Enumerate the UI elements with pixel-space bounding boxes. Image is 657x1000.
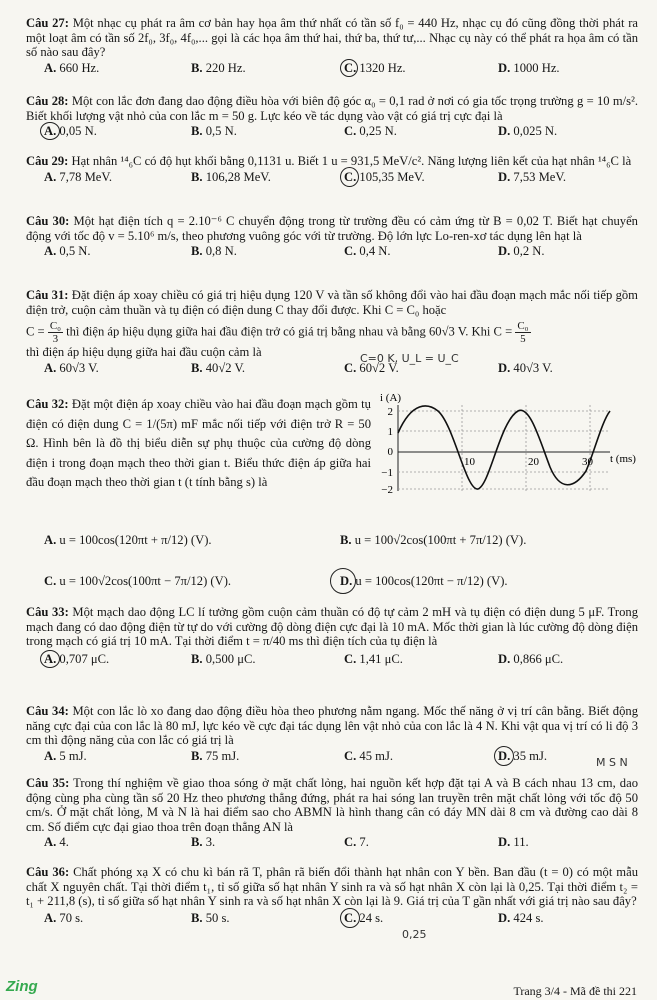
option-c[interactable]: C. 45 mJ. bbox=[344, 748, 393, 763]
question-text: Một con lắc lò xo đang dao động điều hòa theo phương nằm ngang. Mốc thế năng ở vị trí cân bằng. Biết động năng cực đại của con lắc là 80 mJ, lực kéo về cực đại tác dụng lên vật nhỏ của con lắc là 4 N. Khi vật qua vị trí có li độ 3 cm thì động năng của con lắc có giá trị là bbox=[26, 704, 638, 748]
option-c[interactable]: C. 0,4 N. bbox=[344, 244, 391, 259]
y-axis-label: i (A) bbox=[380, 392, 402, 404]
handwritten-note: C=0 K, U_L = U_C bbox=[360, 352, 459, 365]
question-number: Câu 31: bbox=[26, 288, 69, 302]
question-text: Chất phóng xạ X có chu kì bán rã T, phân rã biến đổi thành hạt nhân con Y bền. Ban đầu (t = 0) có một mẫu chất X nguyên chất. Tại thời điểm t₁, tỉ số giữa số hạt nhân Y sinh ra và số hạt nhân X còn lại là 0,25. Tại thời điểm t₂ = t₁ + 211,8 (s), tỉ số giữa số hạt nhân Y sinh ra và số hạt nhân X còn lại là 9. Giá trị của T gần nhất với giá trị nào sau đây? bbox=[26, 865, 638, 909]
question-31 bbox=[26, 288, 638, 376]
option-d[interactable]: D. 0,025 N. bbox=[498, 124, 558, 139]
options bbox=[26, 911, 638, 926]
answer-circle-mark bbox=[40, 650, 60, 668]
question-number: Câu 30: bbox=[26, 214, 70, 228]
question-33 bbox=[26, 605, 638, 667]
option-b[interactable]: B. 220 Hz. bbox=[191, 60, 246, 75]
option-d[interactable]: D. 0,2 N. bbox=[498, 244, 545, 259]
page-footer: Trang 3/4 - Mã đề thi 221 bbox=[513, 984, 637, 998]
question-number: Câu 36: bbox=[26, 865, 70, 879]
current-curve bbox=[398, 406, 610, 489]
handwritten-note: 0,25 bbox=[402, 928, 427, 941]
x-tick: 30 bbox=[582, 456, 593, 468]
question-text: Đặt một điện áp xoay chiều vào hai đầu đoạn mạch gồm tụ điện có điện dung C = 1/(5π) mF mắc nối tiếp với điện trở R = 50 Ω. Hình bên là đồ thị biểu diễn sự phụ thuộc của cường độ dòng điện i trong đoạn mạch theo thời gian t. Biểu thức điện áp giữa hai đầu đoạn mạch theo thời gian t (t tính bằng s) là bbox=[26, 397, 371, 489]
question-text: Một mạch dao động LC lí tưởng gồm cuộn cảm thuần có độ tự cảm 2 mH và tụ điện có điện dung 5 μF. Trong mạch đang có dao động điện từ tự do với cường độ dòng điện cực đại là 10 mA. Mốc thời gian là lúc cường độ dòng điện trong mạch có giá trị 10 mA. Tại thời điểm t = π/40 ms thì điện tích của tụ điện là bbox=[26, 605, 638, 649]
question-text: Một con lắc đơn đang dao động điều hòa với biên độ góc α₀ = 0,1 rad ở nơi có gia tốc trọng trường g = 10 m/s². Biết khối lượng vật nhỏ của con lắc m = 50 g. Lực kéo về tác dụng vào vật có giá trị cực đại là bbox=[26, 94, 638, 123]
options bbox=[26, 361, 638, 376]
question-30 bbox=[26, 214, 638, 259]
y-tick: 1 bbox=[387, 426, 393, 438]
option-a[interactable]: A. 4. bbox=[44, 835, 69, 850]
answer-circle-mark bbox=[494, 746, 514, 766]
option-d[interactable]: D. 11. bbox=[498, 835, 529, 850]
options bbox=[26, 835, 638, 850]
x-tick: 20 bbox=[528, 456, 539, 468]
option-c[interactable]: C. 105,35 MeV. bbox=[344, 169, 425, 184]
y-tick: −2 bbox=[381, 484, 393, 496]
y-tick: 2 bbox=[387, 406, 393, 418]
fraction: $\frac{\text{C₀}}{3}$ bbox=[49, 320, 61, 346]
question-36 bbox=[26, 865, 638, 926]
options bbox=[26, 170, 638, 185]
option-a[interactable]: A. 660 Hz. bbox=[44, 60, 100, 75]
option-b[interactable]: B. 50 s. bbox=[191, 910, 230, 925]
question-text: Một nhạc cụ phát ra âm cơ bản hay họa âm thứ nhất có tần số f₀ = 440 Hz, nhạc cụ đó cũng đồng thời phát ra một loạt âm có tần số 2f₀, 3f₀, 4f₀,... gọi là các họa âm thứ hai, thứ ba, thứ tư,... Nhạc cụ này có thể phát ra họa âm có tần số nào sau đây? bbox=[26, 16, 638, 60]
option-a[interactable]: A. 60√3 V. bbox=[44, 360, 99, 375]
question-number: Câu 35: bbox=[26, 776, 70, 790]
current-time-graph bbox=[378, 391, 640, 499]
option-c[interactable]: C. 1320 Hz. bbox=[344, 60, 406, 75]
question-text: thì điện áp hiệu dụng giữa hai đầu cuộn cảm là bbox=[26, 345, 262, 360]
option-b[interactable]: B. 75 mJ. bbox=[191, 748, 240, 763]
answer-circle-mark bbox=[340, 167, 359, 187]
option-a[interactable]: A. 0,707 μC. bbox=[44, 651, 110, 666]
question-number: Câu 28: bbox=[26, 94, 69, 108]
options bbox=[26, 749, 638, 764]
question-number: Câu 33: bbox=[26, 605, 69, 619]
option-b[interactable]: B. 0,5 N. bbox=[191, 124, 237, 139]
answer-circle-mark bbox=[340, 908, 360, 928]
zing-logo: Zing bbox=[6, 978, 38, 995]
option-a[interactable]: A. 7,78 MeV. bbox=[44, 169, 113, 184]
option-a[interactable]: A. 0,05 N. bbox=[44, 124, 97, 139]
question-34 bbox=[26, 704, 638, 764]
option-d[interactable]: D. 1000 Hz. bbox=[498, 60, 560, 75]
option-b[interactable]: B. 0,500 μC. bbox=[191, 651, 256, 666]
question-29 bbox=[26, 154, 638, 185]
x-axis-label: t (ms) bbox=[610, 453, 636, 465]
option-c[interactable]: C. u = 100√2cos(100πt − 7π/12) (V). bbox=[44, 574, 232, 588]
x-ticks bbox=[464, 456, 594, 468]
question-text-line: C = $\frac{\text{C₀}}{3}$ thì điện áp hiệu dụng giữa hai đầu điện trở có giá trị bằng nhau và bằng 60√3 V. Khi C = $\frac{\text{C₀}}{5}$ bbox=[26, 320, 529, 346]
option-c[interactable]: C. 0,25 N. bbox=[344, 124, 397, 139]
option-d[interactable]: D. 35 mJ. bbox=[498, 748, 547, 763]
question-32 bbox=[26, 395, 371, 493]
question-number: Câu 34: bbox=[26, 704, 69, 718]
answer-circle-mark bbox=[330, 568, 356, 594]
option-d[interactable]: D. 7,53 MeV. bbox=[498, 169, 567, 184]
question-text: Hạt nhân ¹⁴₆C có độ hụt khối bằng 0,1131 u. Biết 1 u = 931,5 MeV/c². Năng lượng liên kết của hạt nhân ¹⁴₆C là bbox=[71, 154, 632, 168]
option-c[interactable]: C. 24 s. bbox=[344, 910, 384, 925]
x-tick: 10 bbox=[464, 456, 475, 468]
handwritten-note: M S N bbox=[596, 756, 628, 769]
question-text: Trong thí nghiệm về giao thoa sóng ở mặt chất lỏng, hai nguồn kết hợp đặt tại A và B cách nhau 13 cm, dao động cùng pha cùng tần số 20 Hz theo phương thẳng đứng, phát ra hai sóng lan truyền trên mặt chất lỏng với tốc độ 50 cm/s. Ở mặt chất lỏng, M và N là hai điểm sao cho ABMN là hình thang cân có đáy MN dài 8 cm và đường cao dài 8 cm. Số điểm cực đại giao thoa trên đoạn thẳng AN là bbox=[26, 776, 638, 834]
options bbox=[26, 244, 638, 259]
y-tick: −1 bbox=[381, 467, 393, 479]
option-d[interactable]: D. 40√3 V. bbox=[498, 360, 553, 375]
question-number: Câu 29: bbox=[26, 154, 69, 168]
question-28 bbox=[26, 94, 638, 139]
answer-circle-mark bbox=[340, 59, 358, 77]
options bbox=[26, 652, 638, 667]
option-a[interactable]: A. 70 s. bbox=[44, 910, 84, 925]
options bbox=[26, 124, 638, 139]
option-b[interactable]: B. 40√2 V. bbox=[191, 360, 246, 375]
grid-lines bbox=[398, 405, 610, 491]
option-c[interactable]: C. 1,41 μC. bbox=[344, 651, 403, 666]
question-number: Câu 27: bbox=[26, 16, 69, 30]
question-text: Một hạt điện tích q = 2.10⁻⁶ C chuyển động trong từ trường đều có cảm ứng từ B = 0,02 T. Biết hạt chuyển động với tốc độ v = 5.10⁶ m/s, theo phương vuông góc với từ trường. Độ lớn lực Lo-ren-xơ tác dụng lên hạt là bbox=[26, 214, 638, 243]
option-b[interactable]: B. 0,8 N. bbox=[191, 244, 237, 259]
option-b[interactable]: B. 106,28 MeV. bbox=[191, 169, 271, 184]
option-a[interactable]: A. 0,5 N. bbox=[44, 244, 91, 259]
option-c[interactable]: C. 7. bbox=[344, 835, 369, 850]
option-d[interactable]: D. u = 100cos(120πt − π/12) (V). bbox=[340, 574, 508, 588]
y-ticks bbox=[381, 406, 393, 496]
option-d[interactable]: D. 0,866 μC. bbox=[498, 651, 564, 666]
question-number: Câu 32: bbox=[26, 397, 69, 411]
fraction: $\frac{\text{C₀}}{5}$ bbox=[517, 320, 529, 346]
options bbox=[26, 61, 638, 76]
question-text: Đặt điện áp xoay chiều có giá trị hiệu dụng 120 V và tần số không đổi vào hai đầu đoạn mạch mắc nối tiếp gồm điện trở, cuộn cảm thuần và tụ điện có điện dung C thay đổi được. Khi C = C₀ hoặc bbox=[26, 288, 638, 317]
y-tick: 0 bbox=[387, 446, 393, 458]
option-a[interactable]: A. 5 mJ. bbox=[44, 748, 87, 763]
option-c[interactable]: C. 60√2 V. bbox=[344, 360, 399, 375]
question-27 bbox=[26, 16, 638, 76]
option-d[interactable]: D. 424 s. bbox=[498, 910, 544, 925]
option-a[interactable]: A. u = 100cos(120πt + π/12) (V). bbox=[44, 533, 212, 547]
option-b[interactable]: B. u = 100√2cos(100πt + 7π/12) (V). bbox=[340, 533, 527, 547]
question-35 bbox=[26, 776, 638, 850]
option-b[interactable]: B. 3. bbox=[191, 835, 216, 850]
